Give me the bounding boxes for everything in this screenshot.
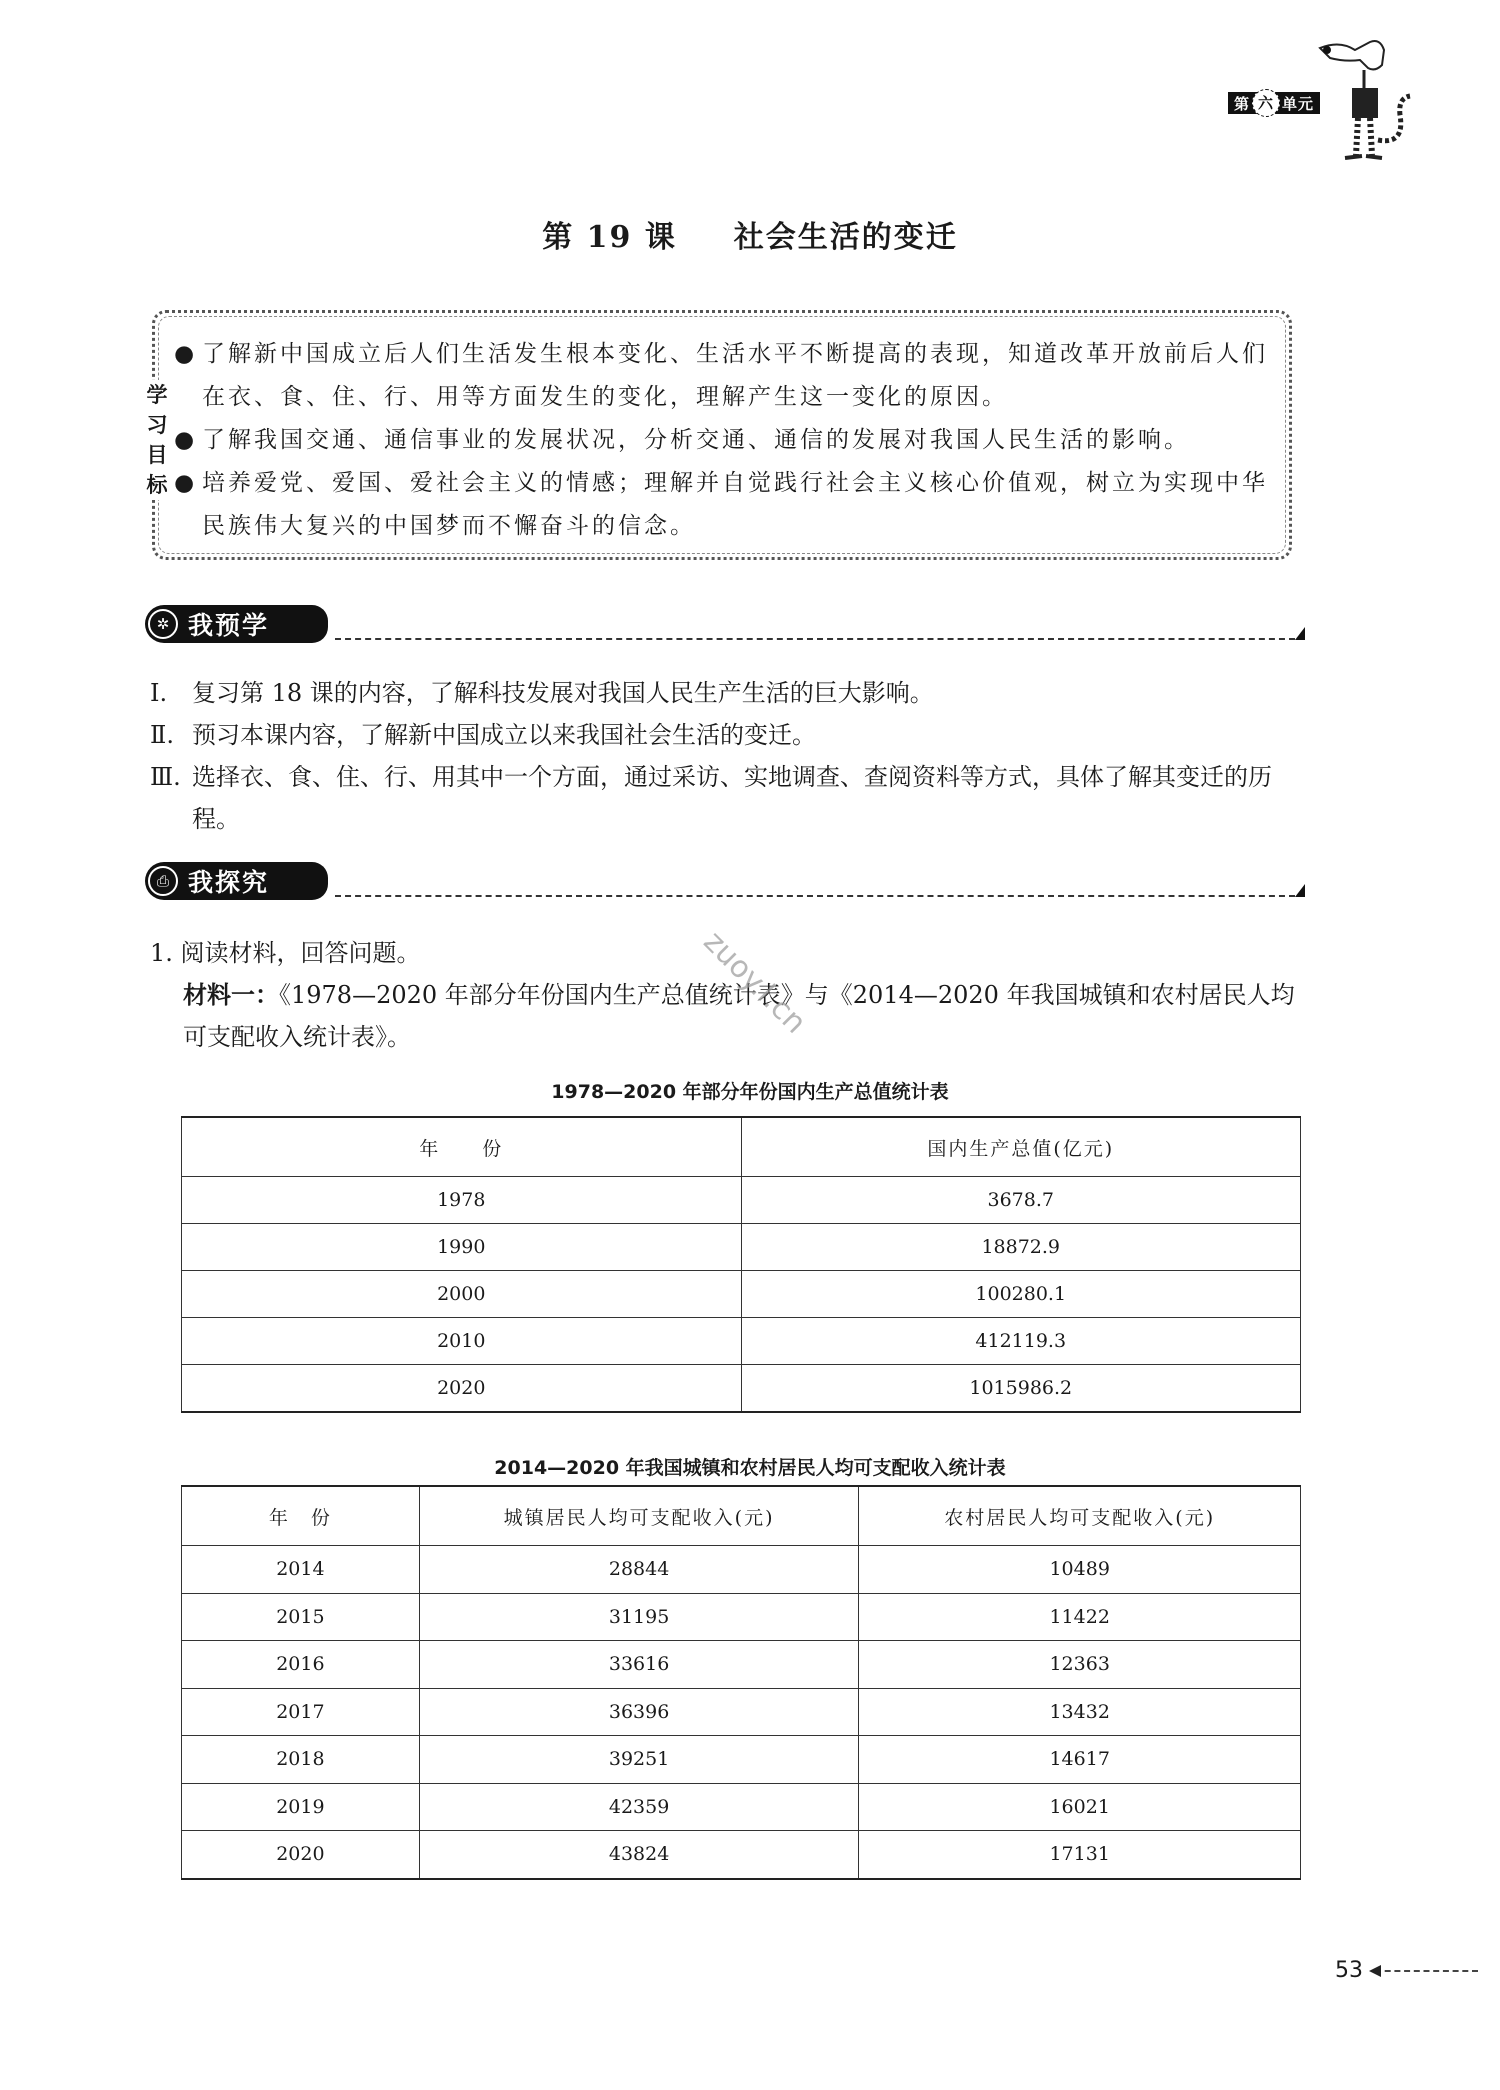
column-header: 年 份 <box>182 1117 742 1177</box>
unit-number: 六 <box>1252 89 1280 117</box>
corner-triangle-icon <box>1295 884 1305 897</box>
printer-icon: ⎙ <box>148 866 178 896</box>
item-text: 预习本课内容，了解新中国成立以来我国社会生活的变迁。 <box>192 721 816 749</box>
table-row <box>182 1593 1301 1641</box>
table-row <box>182 1736 1301 1784</box>
table-cell: 412119.3 <box>741 1318 1301 1365</box>
table-cell: 10489 <box>859 1546 1301 1594</box>
explore-section-header <box>145 862 1305 900</box>
table-row <box>182 1641 1301 1689</box>
objective-text: 了解新中国成立后人们生活发生根本变化、生活水平不断提高的表现，知道改革开放前后人们在衣、食、住、行、用等方面发生的变化，理解产生这一变化的原因。 <box>202 341 1268 410</box>
lesson-number: 19 <box>586 220 633 255</box>
table-cell: 42359 <box>419 1783 859 1831</box>
income-table <box>181 1485 1301 1880</box>
unit-prefix: 第 <box>1234 94 1251 113</box>
item-text: 复习第 18 课的内容，了解科技发展对我国人民生产生活的巨大影响。 <box>192 679 934 707</box>
table-cell: 11422 <box>859 1593 1301 1641</box>
item-numeral: Ⅰ. <box>150 679 168 707</box>
page-number: 53 <box>1335 1958 1363 1983</box>
item-numeral: Ⅱ. <box>150 721 174 749</box>
bullet-icon: ● <box>174 470 198 496</box>
table-row <box>182 1224 1301 1271</box>
table-cell: 3678.7 <box>741 1177 1301 1224</box>
column-header: 城镇居民人均可支配收入(元) <box>419 1486 859 1546</box>
table-cell: 36396 <box>419 1688 859 1736</box>
bullet-icon: ● <box>174 341 198 367</box>
table-row <box>182 1365 1301 1413</box>
question-text: 阅读材料，回答问题。 <box>180 939 421 967</box>
item-numeral: Ⅲ. <box>150 763 181 791</box>
explore-pill <box>145 862 328 900</box>
unit-suffix: 单元 <box>1282 94 1315 113</box>
lesson-name: 社会生活的变迁 <box>733 220 958 255</box>
preview-list <box>150 672 1310 840</box>
objectives-list <box>174 333 1282 548</box>
dashed-divider <box>335 895 1295 897</box>
table-cell: 2017 <box>182 1688 420 1736</box>
item-text: 选择衣、食、住、行、用其中一个方面，通过采访、实地调查、查阅资料等方式，具体了解其变迁的历程。 <box>192 763 1272 833</box>
lesson-prefix: 第 <box>542 220 575 255</box>
objectives-label <box>145 380 169 500</box>
objective-item <box>174 333 1282 419</box>
table-cell: 1978 <box>182 1177 742 1224</box>
table-row <box>182 1783 1301 1831</box>
objectives-label-char: 习 <box>146 413 168 437</box>
table-cell: 2020 <box>182 1831 420 1879</box>
explore-title: 我探究 <box>188 868 270 897</box>
table-cell: 2015 <box>182 1593 420 1641</box>
table-cell: 13432 <box>859 1688 1301 1736</box>
column-header: 国内生产总值(亿元) <box>741 1117 1301 1177</box>
preview-item <box>150 672 1310 714</box>
preview-title: 我预学 <box>188 611 270 640</box>
preview-item <box>150 756 1310 840</box>
watermark: zuoy.l.cn <box>696 924 813 1041</box>
table-cell: 1015986.2 <box>741 1365 1301 1413</box>
objective-text: 培养爱党、爱国、爱社会主义的情感；理解并自觉践行社会主义核心价值观，树立为实现中华民族伟大复兴的中国梦而不懈奋斗的信念。 <box>202 470 1268 539</box>
material-label: 材料一： <box>183 981 279 1009</box>
bullet-icon: ● <box>174 427 198 453</box>
table-cell: 31195 <box>419 1593 859 1641</box>
table-cell: 28844 <box>419 1546 859 1594</box>
aperture-icon: ✲ <box>148 609 178 639</box>
tiger-mascot-icon <box>1300 20 1420 165</box>
table-row <box>182 1688 1301 1736</box>
table-cell: 2010 <box>182 1318 742 1365</box>
table-cell: 1990 <box>182 1224 742 1271</box>
objective-item <box>174 419 1282 462</box>
table-cell: 2014 <box>182 1546 420 1594</box>
table-cell: 2018 <box>182 1736 420 1784</box>
table-header-row <box>182 1486 1301 1546</box>
material-paragraph <box>150 974 1310 1058</box>
table-row <box>182 1546 1301 1594</box>
preview-pill <box>145 605 328 643</box>
material-text: 《1978—2020 年部分年份国内生产总值统计表》与《2014—2020 年我国城镇和农村居民人均可支配收入统计表》。 <box>183 981 1295 1051</box>
dashed-divider <box>335 638 1295 640</box>
table-cell: 16021 <box>859 1783 1301 1831</box>
table-cell: 14617 <box>859 1736 1301 1784</box>
preview-section-header <box>145 605 1305 643</box>
table-cell: 39251 <box>419 1736 859 1784</box>
table-row <box>182 1318 1301 1365</box>
objectives-label-char: 学 <box>146 383 168 407</box>
table-header-row <box>182 1117 1301 1177</box>
table-cell: 12363 <box>859 1641 1301 1689</box>
column-header: 年 份 <box>182 1486 420 1546</box>
preview-item <box>150 714 1310 756</box>
table-row <box>182 1831 1301 1879</box>
table-row <box>182 1271 1301 1318</box>
objective-text: 了解我国交通、通信事业的发展状况，分析交通、通信的发展对我国人民生活的影响。 <box>202 427 1190 453</box>
table-cell: 17131 <box>859 1831 1301 1879</box>
lesson-suffix: 课 <box>644 220 677 255</box>
table-cell: 2019 <box>182 1783 420 1831</box>
gdp-table <box>181 1116 1301 1413</box>
table-cell: 2016 <box>182 1641 420 1689</box>
corner-triangle-icon <box>1295 627 1305 640</box>
column-header: 农村居民人均可支配收入(元) <box>859 1486 1301 1546</box>
table-row <box>182 1177 1301 1224</box>
arrow-left-icon <box>1375 1970 1478 1973</box>
table-cell: 100280.1 <box>741 1271 1301 1318</box>
income-table-title: 2014—2020 年我国城镇和农村居民人均可支配收入统计表 <box>494 1457 1006 1479</box>
table-cell: 43824 <box>419 1831 859 1879</box>
objectives-label-char: 目 <box>146 443 168 467</box>
lesson-title <box>0 212 1500 256</box>
objectives-label-char: 标 <box>146 473 168 497</box>
table-cell: 18872.9 <box>741 1224 1301 1271</box>
table-cell: 2000 <box>182 1271 742 1318</box>
objective-item <box>174 462 1282 548</box>
table-cell: 33616 <box>419 1641 859 1689</box>
gdp-table-title: 1978—2020 年部分年份国内生产总值统计表 <box>551 1081 949 1103</box>
table-cell: 2020 <box>182 1365 742 1413</box>
question-number: 1. <box>150 939 173 967</box>
